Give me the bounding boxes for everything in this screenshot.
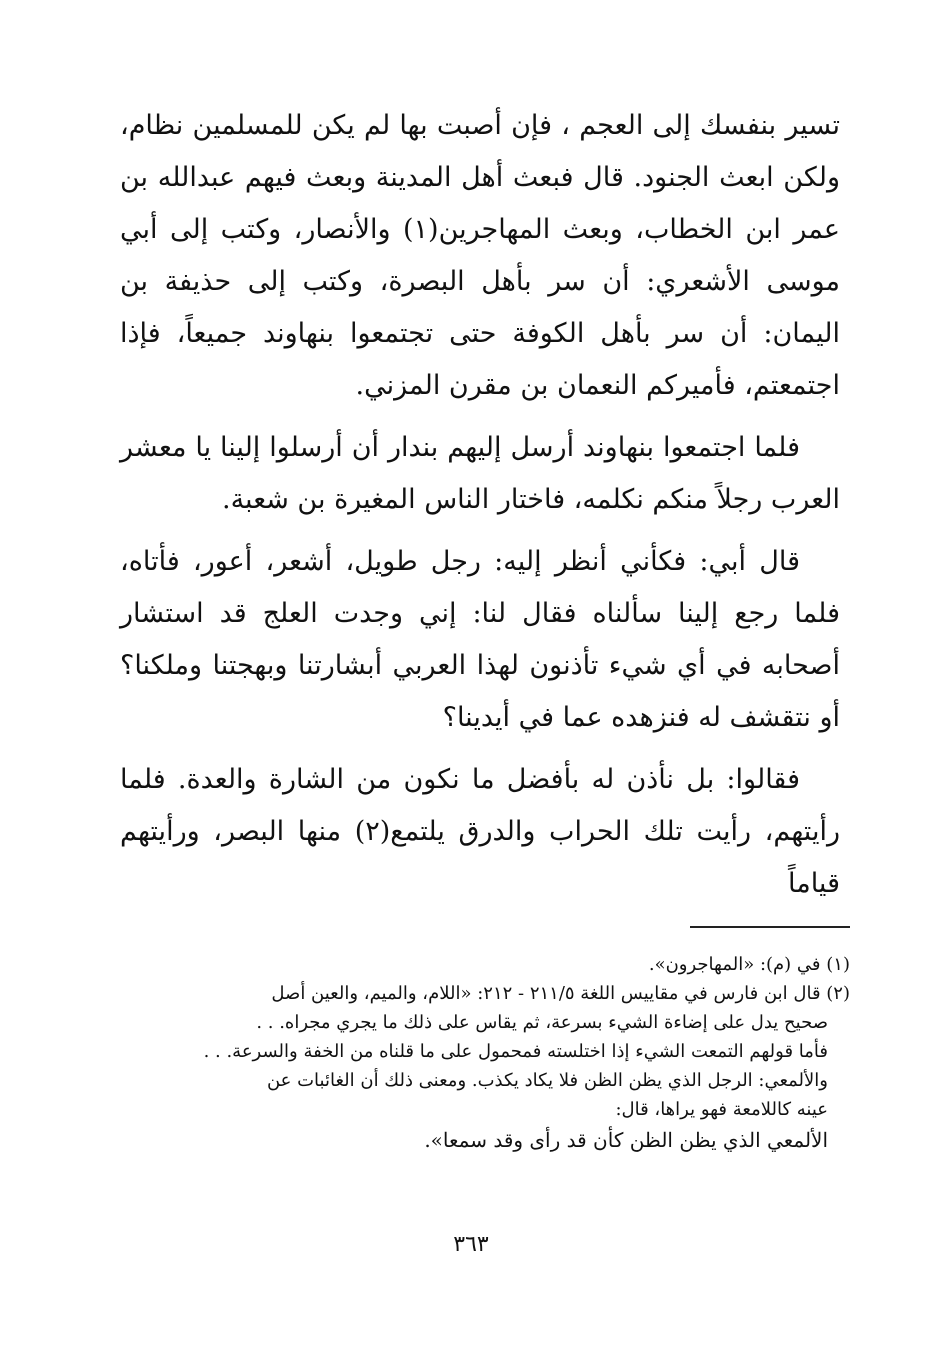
footnote-2-line-1: (٢) قال ابن فارس في مقاييس اللغة ٢١١/٥ - ٢١٢: «اللام، والميم، والعين أصل (271, 983, 850, 1004)
footnote-1: (١) في (م): «المهاجرون». (648, 954, 850, 975)
footnote-2-line-4: والألمعي: الرجل الذي يظن الظن فلا يكاد يكذب. ومعنى ذلك أن الغائبات عن (266, 1070, 828, 1091)
paragraph-2: فلما اجتمعوا بنهاوند أرسل إليهم بندار أن أرسلوا إلينا يا معشر العرب رجلاً منكم نكلمه، فاختار الناس المغيرة بن شعبة. (120, 432, 840, 515)
footnotes (115, 950, 850, 1156)
main-text (120, 100, 840, 920)
footnote-2-line-5: عينه كاللامعة فهو يراها، قال: (615, 1099, 828, 1120)
paragraph-1: تسير بنفسك إلى العجم ، فإن أصبت بها لم يكن للمسلمين نظام، ولكن ابعث الجنود. قال فبعث أهل المدينة وبعث فيهم عبدالله بن عمر ابن الخطاب، وبعث المهاجرين(١) والأنصار، وكتب إلى أبي موسى الأشعري: أن سر بأهل البصرة، وكتب إلى حذيفة بن اليمان: أن سر بأهل الكوفة حتى تجتمعوا بنهاوند جميعاً، فإذا اجتمعتم، فأميركم النعمان بن مقرن المزني. (120, 110, 840, 401)
footnote-2-line-3: فأما قولهم التمعت الشيء إذا اختلسته فمحمول على ما قلناه من الخفة والسرعة. . . (203, 1041, 828, 1062)
page-number: ٣٦٣ (453, 1232, 489, 1257)
footnote-2-line-2: صحيح يدل على إضاءة الشيء بسرعة، ثم يقاس على ذلك ما يجري مجراه. . . (256, 1012, 828, 1033)
paragraph-3: قال أبي: فكأني أنظر إليه: رجل طويل، أشعر، أعور، فأتاه، فلما رجع إلينا سألناه فقال لنا: إني وجدت العلج قد استشار أصحابه في أي شيء تأذنون لهذا العربي أبشارتنا وبهجتنا وملكنا؟ أو نتقشف له فنزهده عما في أيدينا؟ (120, 546, 840, 733)
footnote-divider (690, 926, 850, 928)
footnote-2-verse: الألمعي الذي يظن الظن كأن قد رأى وقد سمعا». (424, 1128, 828, 1152)
paragraph-4: فقالوا: بل نأذن له بأفضل ما نكون من الشارة والعدة. فلما رأيتهم، رأيت تلك الحراب والدرق يلتمع(٢) منها البصر، ورأيتهم قياماً (120, 764, 840, 899)
